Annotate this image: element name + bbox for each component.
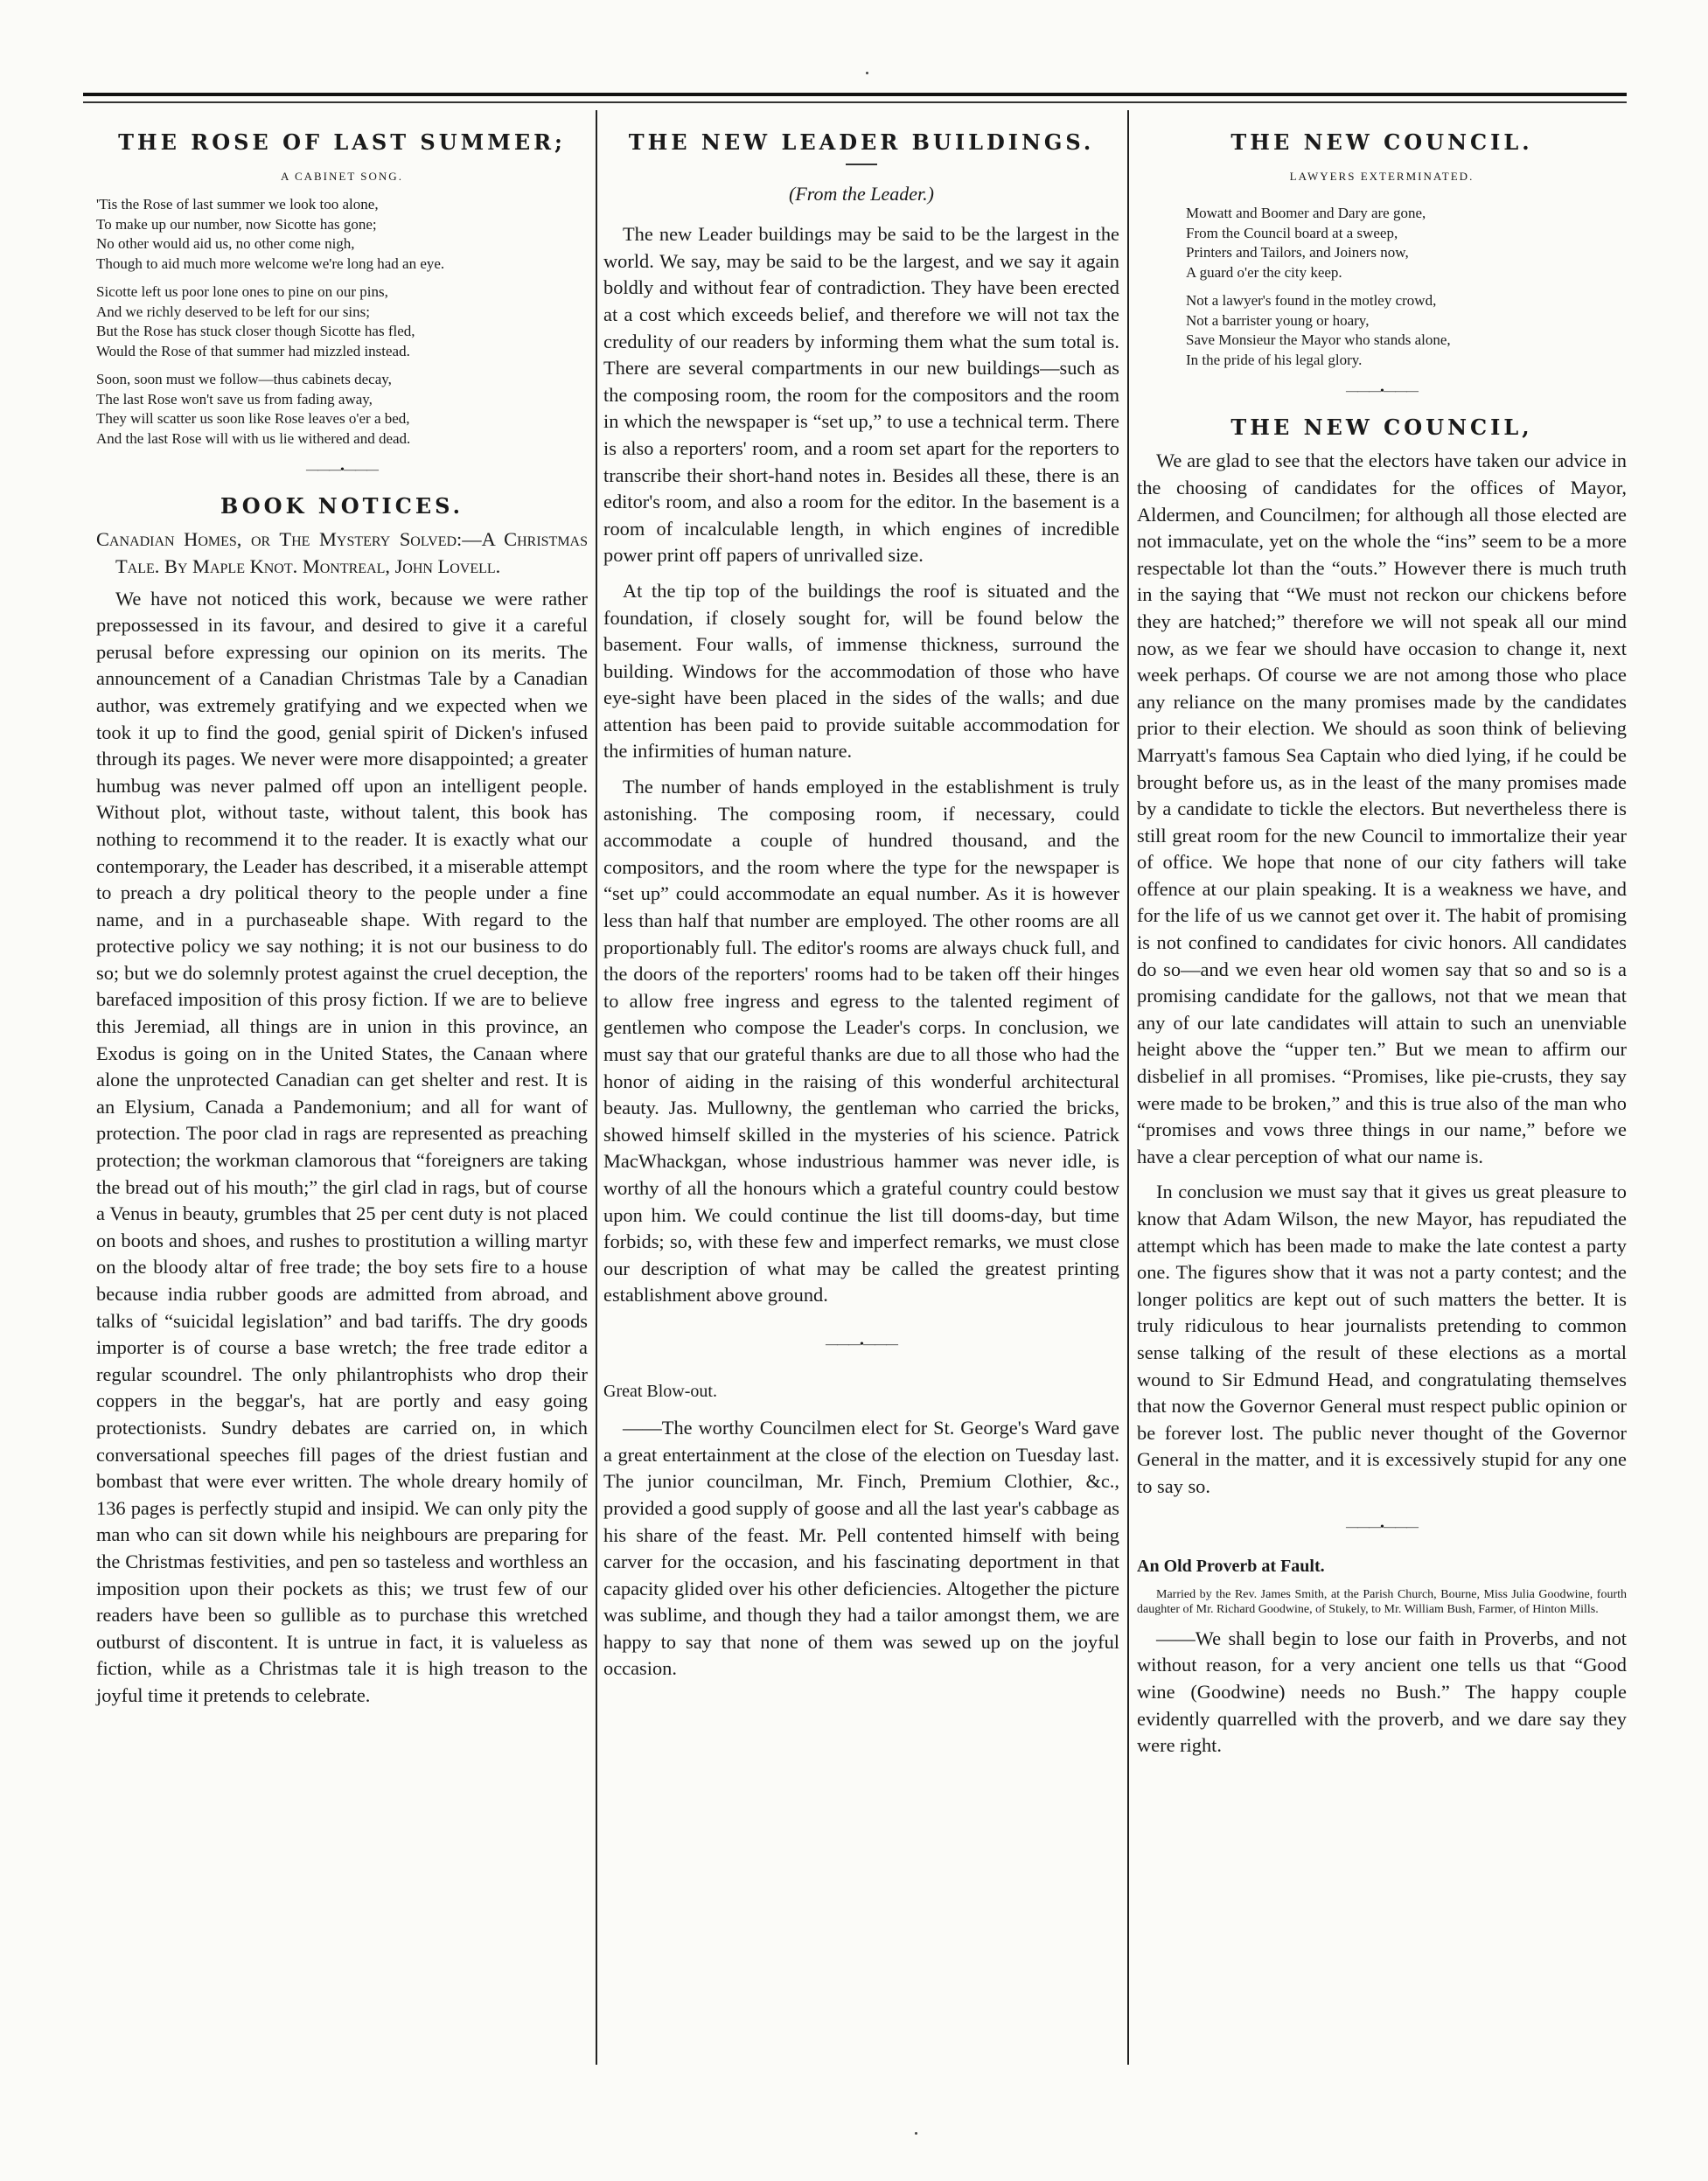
poem-title: THE NEW COUNCIL. xyxy=(1230,129,1533,155)
poem-title: THE ROSE OF LAST SUMMER; xyxy=(118,129,566,155)
poem-stanza xyxy=(1137,291,1627,370)
article-title: THE NEW COUNCIL, xyxy=(1230,414,1533,440)
column-3 xyxy=(1137,122,1627,1768)
poem-stanza xyxy=(96,282,588,361)
title-rule xyxy=(846,164,877,165)
poem-line: They will scatter us soon like Rose leaves o'er a bed, xyxy=(96,410,410,428)
article-title: THE NEW LEADER BUILDINGS. xyxy=(628,129,1095,155)
marriage-notice: Married by the Rev. James Smith, at the Parish Church, Bourne, Miss Julia Goodwine, fourth daughter of Mr. Richard Goodwine, of Stukely, to Mr. William Bush, Farmer, of Hinton Mills. xyxy=(1137,1587,1627,1616)
column-divider xyxy=(596,110,597,2065)
poem-line: 'Tis the Rose of last summer we look too alone, xyxy=(96,196,379,213)
masthead-rule-thin xyxy=(83,101,1627,103)
speck xyxy=(915,2132,917,2135)
article-paragraph: In conclusion we must say that it gives us great pleasure to know that Adam Wilson, the new Mayor, has repudiated the attempt which has been made to make the late contest a party one. The figures show that it was not a party contest; and the longer politics are kept out of such matters the better. It is truly ridiculous to hear journalists pretending to common sense talking of the result of these elections as a mortal wound to Sir Edmund Head, and congratulating themselves that now the Governor General must respect public opinion or be forever lost. The public never thought of the Governor General in the matter, and it is excessively stupid for any one to say so. xyxy=(1137,1181,1627,1497)
poem-line: Save Monsieur the Mayor who stands alone, xyxy=(1186,331,1451,349)
poem-line: A guard o'er the city keep. xyxy=(1186,263,1342,281)
article-paragraph: ——The worthy Councilmen elect for St. George's Ward gave a great entertainment at the close of the election on Tuesday last. The junior councilman, Mr. Finch, Premium Clothier, &c., provided a good supply of goose and all the last year's cabbage as his share of the feast. Mr. Pell contented himself with being carver for the occasion, and his fascinating deportment in that capacity glided over his other deficiencies. Altogether the picture was sublime, and though they had a tailor amongst them, we are happy to say that none of them was sewed up on the joyful occasion. xyxy=(603,1417,1119,1680)
column-2 xyxy=(603,122,1119,1691)
poem-line: To make up our number, now Sicotte has gone; xyxy=(96,215,377,233)
poem-line: In the pride of his legal glory. xyxy=(1186,351,1363,368)
section-title: BOOK NOTICES. xyxy=(220,492,464,519)
article-paragraph: ——We shall begin to lose our faith in Proverbs, and not without reason, for a very ancient one tells us that “Good wine (Goodwine) needs no Bush.” The happy couple evidently quarrelled with the proverb, and we dare say they were right. xyxy=(1137,1627,1627,1757)
poem-subtitle: LAWYERS EXTERMINATED. xyxy=(1289,169,1474,183)
book-notice-body: We have not noticed this work, because we were rather prepossessed in its favour, and desired to give it a careful perusal before expressing our opinion on its merits. The announcement of a Canadian Christmas Tale by a Canadian author, was extremely gratifying and we expected when we took it up to find the good, genial spirit of Dicken's infused through its pages. We never were more disappointed; a greater humbug was never palmed off upon an intelligent people. Without plot, without taste, without talent, this book has nothing to recommend it to the reader. It is exactly what our contemporary, the Leader has described, it a miserable attempt to preach a dry political theory to the people under a fine name, and in a purchaseable shape. With regard to the protective policy we say nothing; it is not our business to do so; but we do solemnly protest against the cruel deception, the barefaced imposition of this prosy fiction. If we are to believe this Jeremiad, all things are in union in this province, an Exodus is going on in the United States, the Canaan where alone the unprotected Canadian can get shelter and rest. It is an Elysium, Canada a Pandemonium; and all for want of protection. The poor clad in rags are represented as preaching protection; the workman clamorous that “foreigners are taking the bread out of his mouth;” the girl clad in rags, but of course a Venus in beauty, grumbles that 25 per cent duty is not placed on boots and shoes, and rushes to prostitution a willing martyr on the bloody altar of free trade; the boy sets fire to a house because india rubber goods are admitted from abroad, and talks of “suicidal legislation” and bad tariffs. The dry goods importer is of course a base wretch; the free trade editor a regular scoundrel. The only philantrophists who drop their coppers in the beggar's, hat are portly and easy going protectionists. Sundry debates are carried on, in which conversational speeches fill pages of the driest fustian and bombast that were ever written. The whole dreary homily of 136 pages is perfectly stupid and insipid. We can only pity the man who can sit down while his neighbours are preparing for the Christmas festivities, and pen so tasteless and worthless an imposition upon their pockets as this; we trust few of our readers have been so gullible as to purchase this wretched outburst of discontent. It is untrue in fact, it is valueless as fiction, while as a Christmas tale it is high treason to the joyful time it pretends to celebrate. xyxy=(96,587,588,1706)
speck xyxy=(866,72,868,74)
column-1 xyxy=(96,122,588,1718)
poem-line: Not a barrister young or hoary, xyxy=(1186,311,1370,329)
article-paragraph: We are glad to see that the electors have taken our advice in the choosing of candidates for the offices of Mayor, Aldermen, and Councilmen; for although all those elected are not immaculate, yet on the whole the “ins” seem to be a more respectable lot than the “outs.” However there is much truth in the saying that “We must not reckon our chickens before they are hatched;” therefore we will not speak all our mind now, as we fear we should have occasion to change it, next week perhaps. Of course we are not among those who place any reliance on the many promises made by the candidates prior to their election. We should as soon think of believing Marryatt's famous Sea Captain who died lying, if he could be brought before us, as in the least of the many promises made by a candidate to tickle the electors. But nevertheless there is still great room for the new Council to immortalize their year of office. We hope that none of our city fathers will take offence at our plain speaking. It is a weakness we have, and for the life of us we cannot get over it. The habit of promising is not confined to candidates for civic honors. All candidates do so—and we even hear old women say that so and so is a promising candidate for the gallows, not that we mean that any of our late candidates will attain to such an unenviable height above the “upper ten.” But we mean to affirm our disbelief in all promises. “Promises, like pie-crusts, they say were made to be broken,” and this is true also of the man who “promises and vows three things in our name,” before we have a clear perception of what our name is. xyxy=(1137,449,1627,1167)
article-paragraph: The number of hands employed in the establishment is truly astonishing. The composing room, if necessary, could accommodate a couple of hundred thousand, and the compositors, and the room where the type for the newspaper is “set up” could accommodate an equal number. As it is however less than half that number are employed. The other rooms are all proportionably full. The editor's rooms are always chuck full, and the doors of the reporters' rooms had to be taken off their hinges to allow free ingress and egress to the talented regiment of gentlemen who compose the Leader's corps. In conclusion, we must say that our grateful thanks are due to all those who had the honor of aiding in the raising of this wonderful architectural beauty. Jas. Mullowny, the gentleman who carried the bricks, showed himself skilled in the mysteries of his science. Patrick MacWhackgan, whose industrious hammer was never idle, is worthy of all the honours which a grateful country could bestow upon him. We could continue the list till dooms-day, but time forbids; so, with these few and imperfect remarks, we must close our description of what may be called the greatest printing establishment above ground. xyxy=(603,776,1119,1307)
poem-line: And we richly deserved to be left for our sins; xyxy=(96,303,370,320)
poem-stanza xyxy=(96,195,588,274)
ornament-divider: ———•——— xyxy=(826,1337,897,1351)
poem-line: Not a lawyer's found in the motley crowd, xyxy=(1186,292,1437,310)
poem-line: Soon, soon must we follow—thus cabinets decay, xyxy=(96,371,392,388)
article-paragraph: The new Leader buildings may be said to be the largest in the world. We say, may be said to be the largest, and we say it again boldly and without fear of contradiction. They have been erected at a cost which exceeds belief, and therefore we will not tax the credulity of our readers by informing them what the sum total is. There are several compartments in our new buildings—such as the composing room, the room for the compositors and the room in which the newspaper is “set up,” to use a technical term. There is also a reporters' room, and a room set apart for the reporters to transcribe their short-hand notes in. Besides all these, there is an editor's room, and also a room for the editor. In the basement is a room of incalculable length, in which engines of incredible power print off papers of unrivalled size. xyxy=(603,223,1119,567)
poem-line: Sicotte left us poor lone ones to pine on our pins, xyxy=(96,283,388,301)
poem-line: Mowatt and Boomer and Dary are gone, xyxy=(1186,205,1426,222)
poem-subtitle: A CABINET SONG. xyxy=(281,169,403,183)
column-divider xyxy=(1127,110,1129,2065)
article-paragraph: At the tip top of the buildings the roof is situated and the foundation, if closely sought for, will be found below the basement. Four walls, of immense thickness, surround the building. Windows for the accommodation of those who have eye-sight have been placed in the sides of the walls; and due attention has been paid to provide suitable accommodation for the infirmities of human nature. xyxy=(603,579,1119,763)
article-source: (From the Leader.) xyxy=(789,182,934,205)
section-title: An Old Proverb at Fault. xyxy=(1137,1557,1325,1577)
ornament-divider: ———•——— xyxy=(1346,1520,1418,1534)
poem-line: No other would aid us, no other come nigh, xyxy=(96,235,355,253)
ornament-divider: ———•——— xyxy=(1346,385,1418,399)
book-notice-heading: Canadian Homes, or The Mystery Solved:—A Christmas Tale. By Maple Knot. Montreal, John Lovell. xyxy=(96,528,588,577)
poem-stanza xyxy=(1137,204,1627,282)
poem-line: The last Rose won't save us from fading away, xyxy=(96,390,373,408)
poem-line: From the Council board at a sweep, xyxy=(1186,224,1398,241)
poem-line: But the Rose has stuck closer though Sicotte has fled, xyxy=(96,323,415,340)
masthead-rule xyxy=(83,93,1627,96)
section-title: Great Blow-out. xyxy=(603,1381,717,1401)
poem-stanza xyxy=(96,370,588,449)
poem-line: Would the Rose of that summer had mizzled instead. xyxy=(96,342,410,359)
poem-line: Printers and Tailors, and Joiners now, xyxy=(1186,244,1409,261)
poem-line: And the last Rose will with us lie withered and dead. xyxy=(96,429,411,447)
poem-line: Though to aid much more welcome we're long had an eye. xyxy=(96,254,445,272)
ornament-divider: ———•——— xyxy=(306,463,378,477)
